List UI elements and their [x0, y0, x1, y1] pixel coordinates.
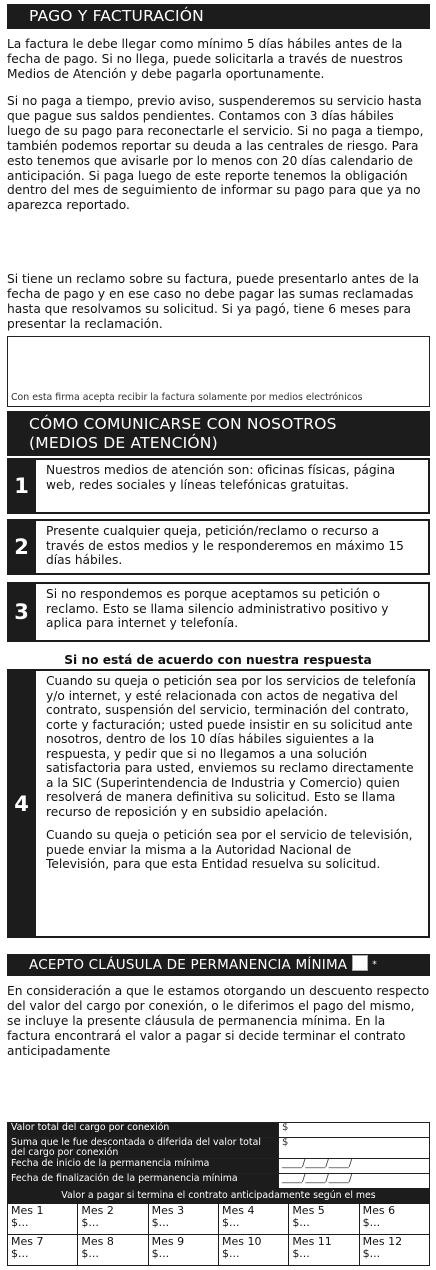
month-cell[interactable] — [218, 1235, 288, 1266]
step4-telecom-paragraph: Cuando su queja o petición sea por los servicios de telefonía y/o internet, y esté relacionada con actos de negativa del contrato, suspensión del servicio, terminación del contrato, corte y facturación; usted puede insistir en su solicitud ante nosotros, dentro de los 10 días hábiles siguientes a la respuesta, y pedir que si no llegamos a una solución satisfactoria para usted, enviemos su reclamo directamente a la SIC (Superintendencia de Industria y Comercio) quien resolverá de manera definitiva su solicitud. Esto se llama recurso de reposición y en subsidio apelación. — [46, 674, 417, 819]
row-label: Fecha de inicio de la permanencia mínima — [8, 1159, 279, 1174]
month-cell[interactable] — [8, 1235, 78, 1266]
billing-paragraph-late-payment: Si no paga a tiempo, previo aviso, suspenderemos su servicio hasta que pague sus saldos pendientes. Contamos con 3 días hábiles luego de su pago para reconectarle el servicio. Si no paga a tiempo, también podemos reportar su deuda a las centrales de riesgo. Para esto tenemos que avisarle por lo menos con 20 días calendario de anticipación. Si paga luego de este reporte tenemos la obligación dentro del mes de seguimiento de informar su pago para que ya no aparezca reportado. — [7, 94, 424, 213]
row-value-field[interactable]: ____/____/____/ — [279, 1174, 430, 1189]
table-row — [8, 1235, 430, 1266]
month-value: $... — [81, 1216, 99, 1229]
row-value-field[interactable]: $ — [279, 1138, 430, 1159]
month-cell[interactable] — [148, 1204, 218, 1235]
contact-section-title: CÓMO COMUNICARSE CON NOSOTROS — [29, 415, 337, 433]
month-cell[interactable] — [359, 1204, 429, 1235]
month-label: Mes 5 — [292, 1204, 325, 1217]
contact-step-1 — [7, 458, 430, 514]
month-label: Mes 9 — [151, 1235, 185, 1248]
billing-section-header — [7, 4, 430, 29]
month-label: Mes 8 — [81, 1235, 114, 1248]
month-label: Mes 3 — [151, 1204, 185, 1217]
billing-paragraph-claims: Si tiene un reclamo sobre su factura, puede presentarlo antes de la fecha de pago y en ese caso no debe pagar las sumas reclamadas hasta que resolvamos su solicitud. Si ya pagó, tiene 6 meses para presentar la reclamación. — [7, 272, 420, 331]
month-cell[interactable] — [289, 1204, 359, 1235]
month-value: $... — [221, 1216, 240, 1229]
table-row — [8, 1174, 430, 1189]
month-cell[interactable] — [148, 1235, 218, 1266]
month-cell[interactable] — [78, 1235, 148, 1266]
month-cell[interactable] — [78, 1204, 148, 1235]
step4-television-paragraph: Cuando su queja o petición sea por el servicio de televisión, puede enviar la misma a la Autoridad Nacional de Televisión, para que esta Entidad resuelva su solicitud. — [46, 828, 413, 871]
month-label: Mes 12 — [362, 1235, 403, 1248]
row-label: Fecha de finalización de la permanencia mínima — [8, 1174, 279, 1189]
permanence-paragraph: En consideración a que le estamos otorgando un descuento respecto del valor del cargo por conexión, o le diferimos el pago del mismo, se incluye la presente cláusula de permanencia mínima. En la factura encontrará el valor a pagar si decide terminar el contrato anticipadamente — [7, 984, 430, 1058]
signature-box[interactable] — [7, 336, 430, 407]
row-value-field[interactable]: $ — [279, 1123, 430, 1138]
table-row — [8, 1123, 430, 1138]
permanence-asterisk: * — [372, 960, 377, 970]
contact-step-2 — [7, 519, 430, 575]
step-text: Si no respondemos es porque aceptamos su petición o reclamo. Esto se llama silencio administrativo positivo y aplica para internet y telefonía. — [36, 582, 430, 642]
month-cell[interactable] — [289, 1235, 359, 1266]
month-value: $... — [292, 1216, 310, 1229]
step-text: Presente cualquier queja, petición/reclamo o recurso a través de estos medios y le responderemos en máximo 15 días hábiles. — [36, 519, 430, 575]
step-number: 1 — [7, 458, 36, 514]
month-label: Mes 11 — [292, 1235, 332, 1248]
month-value: $... — [11, 1247, 29, 1260]
permanence-values-table — [7, 1122, 430, 1189]
step-text: Nuestros medios de atención son: oficinas físicas, página web, redes sociales y líneas telefónicas gratuitas. — [36, 458, 430, 514]
month-value: $... — [11, 1216, 29, 1229]
row-label: Suma que le fue descontada o diferida del valor total del cargo por conexión — [8, 1138, 279, 1159]
permanence-section-header — [7, 954, 430, 976]
month-label: Mes 1 — [11, 1204, 44, 1217]
month-label: Mes 6 — [362, 1204, 396, 1217]
billing-paragraph-delivery: La factura le debe llegar como mínimo 5 días hábiles antes de la fecha de pago. Si no llega, puede solicitarla a través de nuestros Medios de Atención y debe pagarla oportunamente. — [7, 37, 403, 81]
step-number: 4 — [7, 669, 36, 938]
month-value: $... — [362, 1216, 381, 1229]
months-table-title: Valor a pagar si termina el contrato anticipadamente según el mes — [7, 1188, 430, 1203]
permanence-section-title: ACEPTO CLÁUSULA DE PERMANENCIA MÍNIMA — [29, 957, 348, 973]
row-label: Valor total del cargo por conexión — [8, 1123, 279, 1138]
table-row — [8, 1204, 430, 1235]
signature-note: Con esta firma acepta recibir la factura solamente por medios electrónicos — [11, 392, 363, 403]
month-value: $... — [362, 1247, 381, 1260]
month-value: $... — [81, 1247, 99, 1260]
month-value: $... — [151, 1247, 170, 1260]
month-cell[interactable] — [218, 1204, 288, 1235]
billing-section-title: PAGO Y FACTURACIÓN — [29, 7, 204, 25]
contact-step-4 — [7, 669, 430, 938]
step-number: 3 — [7, 582, 36, 642]
step-text — [36, 669, 430, 938]
month-cell[interactable] — [359, 1235, 429, 1266]
table-row — [8, 1159, 430, 1174]
month-cell[interactable] — [8, 1204, 78, 1235]
permanence-accept-checkbox[interactable] — [352, 955, 368, 971]
contact-section-subtitle: (MEDIOS DE ATENCIÓN) — [29, 434, 218, 452]
month-value: $... — [292, 1247, 310, 1260]
month-label: Mes 2 — [81, 1204, 114, 1217]
month-value: $... — [221, 1247, 240, 1260]
table-row — [8, 1138, 430, 1159]
months-table — [7, 1203, 430, 1266]
month-label: Mes 4 — [221, 1204, 255, 1217]
row-value-field[interactable]: ____/____/____/ — [279, 1159, 430, 1174]
month-label: Mes 7 — [11, 1235, 44, 1248]
month-label: Mes 10 — [221, 1235, 262, 1248]
step-number: 2 — [7, 519, 36, 575]
contact-section-header — [7, 411, 430, 456]
contact-step-3 — [7, 582, 430, 642]
month-value: $... — [151, 1216, 170, 1229]
disagree-heading: Si no está de acuerdo con nuestra respuesta — [64, 653, 372, 667]
